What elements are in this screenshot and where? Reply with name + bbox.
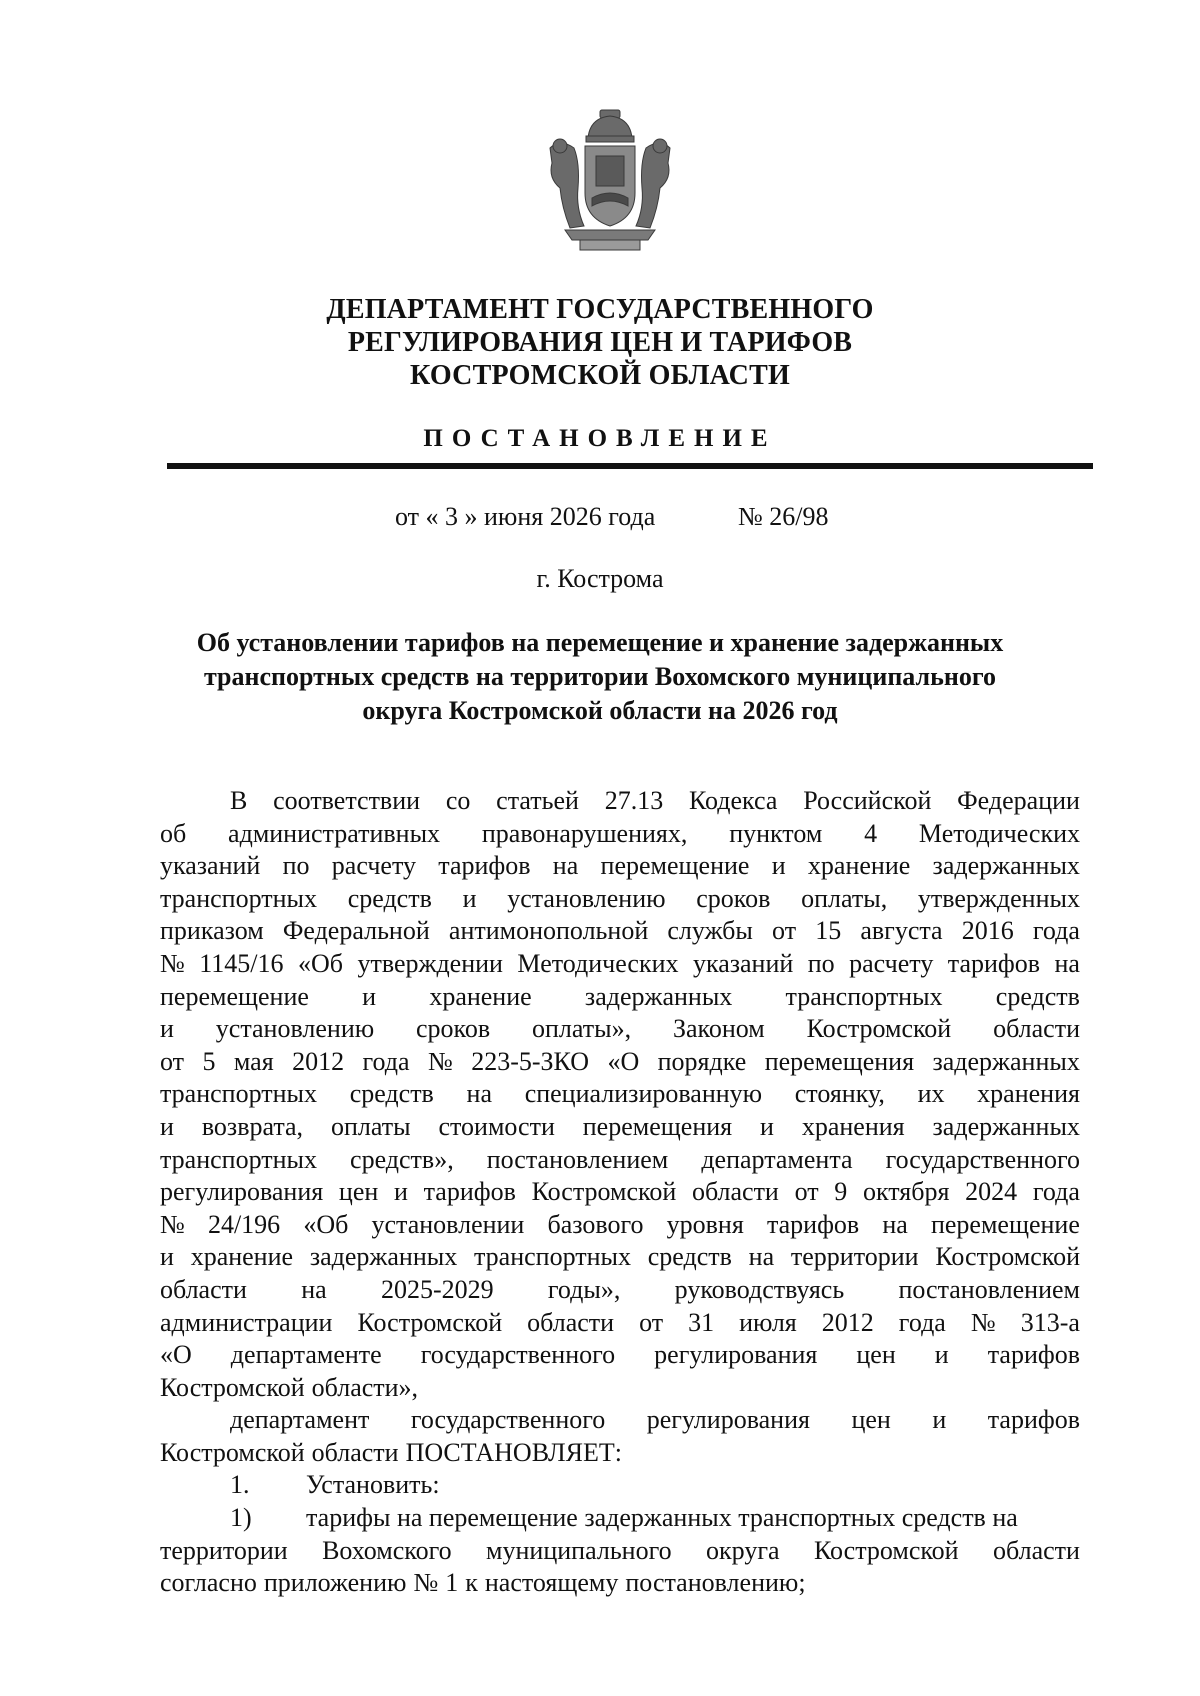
word: Федеральной — [282, 916, 430, 946]
word: и — [160, 1242, 174, 1272]
word: Кодекса — [688, 786, 778, 815]
word: № — [427, 1046, 453, 1076]
word: постановлением — [898, 1274, 1080, 1304]
text-line — [160, 1078, 1080, 1111]
word: 5 — [202, 1046, 216, 1076]
word: хранение — [807, 851, 911, 881]
word: приложению — [263, 1568, 407, 1598]
subject-line: Об установлении тарифов на перемещение и хранение задержанных — [196, 628, 1004, 657]
word: по — [807, 948, 835, 978]
document-subject — [0, 626, 1200, 728]
word: области», — [311, 1372, 419, 1402]
sub-item-text: тарифы на перемещение задержанных транспортных средств на — [306, 1503, 1018, 1533]
word: службы — [667, 916, 753, 946]
word: года — [362, 1046, 410, 1076]
word: расчету — [331, 851, 416, 881]
word: и — [760, 1111, 774, 1141]
word: «О — [160, 1340, 192, 1370]
word: сроков — [696, 883, 771, 913]
word: утвержденных — [917, 883, 1080, 913]
text-line — [160, 948, 1080, 981]
word: государственного — [885, 1144, 1080, 1174]
word: хранение — [190, 1242, 294, 1272]
word: транспортных — [160, 1079, 317, 1109]
word: № — [160, 1209, 185, 1239]
word: статьей — [496, 786, 579, 815]
word: от — [639, 1307, 664, 1337]
word: Костромской — [813, 1535, 959, 1565]
word: на — [748, 1242, 775, 1272]
word: задержанных — [932, 1111, 1080, 1141]
text-line — [160, 1013, 1080, 1046]
word: «Об — [297, 948, 343, 978]
sub-item-number: 1) — [230, 1503, 252, 1533]
word: на — [882, 1209, 908, 1239]
word: установлению — [215, 1014, 375, 1044]
word: тарифов — [987, 1405, 1080, 1435]
word: транспортных — [160, 1144, 317, 1174]
word: антимонопольной — [448, 916, 649, 946]
sub-item-continuation — [160, 1535, 1080, 1600]
word: расчету — [849, 948, 934, 978]
document-type: ПОСТАНОВЛЕНИЕ — [423, 425, 777, 452]
paragraph-resolution — [160, 1404, 1080, 1469]
word: июля — [739, 1307, 797, 1337]
word: 2016 — [961, 916, 1014, 946]
word: порядке — [657, 1046, 747, 1076]
word: цен — [851, 1405, 891, 1435]
text-line — [160, 1307, 1080, 1340]
word: средств — [349, 1079, 434, 1109]
word: и — [160, 1014, 174, 1044]
word: по — [282, 851, 310, 881]
word: сроков — [416, 1014, 491, 1044]
word: задержанных — [932, 1046, 1080, 1076]
word: и — [362, 981, 377, 1011]
word: и — [932, 1405, 947, 1435]
word: регулирования — [160, 1177, 324, 1207]
text-line — [160, 1274, 1080, 1307]
word: и — [771, 851, 786, 881]
word: Костромской — [806, 1014, 952, 1044]
text-line — [160, 1209, 1080, 1242]
word: мая — [233, 1046, 274, 1076]
word: области — [993, 1535, 1080, 1565]
word: Вохомского — [322, 1535, 452, 1565]
word: августа — [860, 916, 943, 946]
word: об — [160, 818, 187, 848]
word: Костромской — [160, 1437, 305, 1467]
word: ПОСТАНОВЛЯЕТ: — [405, 1437, 623, 1467]
date-number-line — [0, 502, 1200, 534]
word: возврата, — [201, 1111, 304, 1141]
department-name-line: ДЕПАРТАМЕНТ ГОСУДАРСТВЕННОГО — [326, 294, 874, 325]
word: установлению — [507, 883, 666, 913]
word: государственного — [410, 1405, 606, 1435]
word: Костромской — [531, 1177, 677, 1207]
text-line — [160, 1241, 1080, 1274]
word: административных — [228, 818, 441, 848]
word: государственного — [420, 1340, 616, 1370]
word: Законом — [672, 1014, 765, 1044]
paragraph-preamble — [160, 785, 1080, 1404]
word: 2024 — [965, 1177, 1018, 1207]
word: соответствии — [273, 786, 421, 815]
text-line — [160, 818, 1080, 851]
word: постановлением — [486, 1144, 669, 1174]
sub-item — [160, 1502, 1080, 1535]
word: и — [934, 1340, 949, 1370]
item-number: 1. — [230, 1470, 250, 1500]
word: Костромской — [160, 1372, 305, 1402]
text-line — [160, 1046, 1080, 1079]
word: на — [466, 1079, 492, 1109]
word: 1145/16 — [199, 948, 284, 978]
word: департаменте — [230, 1340, 382, 1370]
word: средств», — [350, 1144, 454, 1174]
word: к — [465, 1568, 478, 1598]
word: 15 — [815, 916, 842, 946]
word: области — [993, 1014, 1080, 1044]
word: руководствуясь — [674, 1274, 845, 1304]
word: тарифов — [423, 1177, 516, 1207]
word: цен — [338, 1177, 379, 1207]
word: муниципального — [486, 1535, 672, 1565]
word: средств — [995, 981, 1080, 1011]
word: Российской — [803, 786, 932, 815]
word: транспортных — [785, 981, 943, 1011]
word: на — [1054, 948, 1080, 978]
list-item — [160, 1469, 1080, 1502]
word: № — [970, 1307, 996, 1337]
word: Методических — [918, 818, 1080, 848]
word: годы», — [547, 1274, 621, 1304]
document-date: от « 3 » июня 2026 года — [395, 502, 656, 531]
word: стоянку, — [794, 1079, 885, 1109]
word: администрации — [160, 1307, 333, 1337]
word: цен — [856, 1340, 896, 1370]
word: указаний — [160, 851, 261, 881]
department-name-line: РЕГУЛИРОВАНИЯ ЦЕН И ТАРИФОВ — [347, 327, 853, 358]
word: регулирования — [654, 1340, 818, 1370]
word: 2012 — [292, 1046, 345, 1076]
word: 1 — [445, 1568, 459, 1598]
word: хранения — [801, 1111, 905, 1141]
word: территории — [790, 1242, 919, 1272]
word: тарифов — [438, 851, 531, 881]
word: регулирования — [646, 1405, 810, 1435]
word: указаний — [692, 948, 794, 978]
word: уровня — [666, 1209, 744, 1239]
coat-of-arms-icon — [540, 108, 680, 258]
word: округа — [706, 1535, 780, 1565]
word: оплаты, — [801, 883, 888, 913]
header-divider — [167, 463, 1093, 469]
text-line — [160, 1535, 1080, 1568]
subject-line: транспортных средств на территории Вохомского муниципального — [203, 662, 997, 691]
word: стоимости — [438, 1111, 555, 1141]
word: перемещение — [160, 981, 309, 1011]
word: «Об — [303, 1209, 349, 1239]
word: департамента — [701, 1144, 853, 1174]
word: от — [160, 1046, 185, 1076]
word: установлении — [371, 1209, 525, 1239]
word: перемещения — [764, 1046, 915, 1076]
word: 4 — [864, 818, 878, 848]
text-line — [160, 1144, 1080, 1177]
word: 24/196 — [207, 1209, 281, 1239]
document-city: г. Кострома — [536, 564, 664, 593]
word: со — [445, 786, 471, 815]
word: тарифов — [947, 948, 1041, 978]
word: на — [301, 1274, 327, 1304]
word: оплаты — [330, 1111, 411, 1141]
word: 223-5-ЗКО — [471, 1046, 590, 1076]
word: приказом — [160, 916, 264, 946]
word: 31 — [688, 1307, 715, 1337]
word: Костромской — [935, 1242, 1080, 1272]
word: средств — [347, 883, 432, 913]
word: хранение — [429, 981, 532, 1011]
text-line — [160, 1437, 1080, 1470]
text-line — [160, 1176, 1080, 1209]
word: «О — [607, 1046, 640, 1076]
word: согласно — [160, 1568, 257, 1598]
word: области — [311, 1437, 399, 1467]
word: задержанных — [584, 981, 733, 1011]
word: тарифов — [987, 1340, 1080, 1370]
word: от — [772, 916, 797, 946]
word: и — [394, 1177, 408, 1207]
word: 2012 — [821, 1307, 874, 1337]
word: года — [1032, 916, 1080, 946]
word: области — [691, 1177, 779, 1207]
word: специализированную — [524, 1079, 763, 1109]
word: задержанных — [932, 851, 1080, 881]
word: правонарушениях, — [481, 818, 688, 848]
text-line — [160, 785, 1080, 818]
word: их — [917, 1079, 945, 1109]
word: средств — [647, 1242, 732, 1272]
word: № — [160, 948, 185, 978]
document-number: № 26/98 — [738, 502, 829, 531]
word: Костромской — [357, 1307, 503, 1337]
word: 9 — [834, 1177, 848, 1207]
department-name-line: КОСТРОМСКОЙ ОБЛАСТИ — [410, 360, 790, 391]
word: территории — [160, 1535, 288, 1565]
word: и — [462, 883, 477, 913]
word: В — [230, 786, 248, 815]
word: и — [160, 1111, 174, 1141]
text-line — [160, 883, 1080, 916]
word: перемещение — [600, 851, 750, 881]
word: департамент — [230, 1405, 370, 1435]
word: на — [552, 851, 579, 881]
word: области — [527, 1307, 615, 1337]
word: 27.13 — [604, 786, 664, 815]
item-text: Установить: — [306, 1470, 440, 1500]
text-line — [160, 850, 1080, 883]
word: Методических — [517, 948, 679, 978]
word: транспортных — [160, 883, 317, 913]
department-name — [0, 293, 1200, 392]
word: перемещения — [582, 1111, 733, 1141]
word: настоящему — [484, 1568, 619, 1598]
word: задержанных — [309, 1242, 458, 1272]
text-line — [160, 1372, 1080, 1405]
text-line — [160, 1339, 1080, 1372]
document-body — [160, 785, 1080, 1600]
word: тарифов — [766, 1209, 860, 1239]
word: от — [794, 1177, 819, 1207]
text-line — [160, 915, 1080, 948]
word: утверждении — [357, 948, 503, 978]
text-line — [160, 1567, 1080, 1600]
word: хранения — [977, 1079, 1080, 1109]
word: пунктом — [729, 818, 823, 848]
word: транспортных — [473, 1242, 631, 1272]
word: оплаты», — [532, 1014, 632, 1044]
word: года — [1032, 1177, 1080, 1207]
subject-line: округа Костромской области на 2026 год — [362, 696, 838, 725]
word: 2025-2029 — [380, 1274, 494, 1304]
word: перемещение — [930, 1209, 1080, 1239]
text-line — [160, 1404, 1080, 1437]
word: постановлению; — [625, 1568, 806, 1598]
text-line — [160, 981, 1080, 1014]
word: октября — [863, 1177, 950, 1207]
word: Федерации — [957, 786, 1080, 815]
word: 313-а — [1020, 1307, 1080, 1337]
word: № — [413, 1568, 439, 1598]
word: года — [898, 1307, 946, 1337]
text-line — [160, 1111, 1080, 1144]
word: области — [160, 1274, 247, 1304]
word: базового — [547, 1209, 644, 1239]
